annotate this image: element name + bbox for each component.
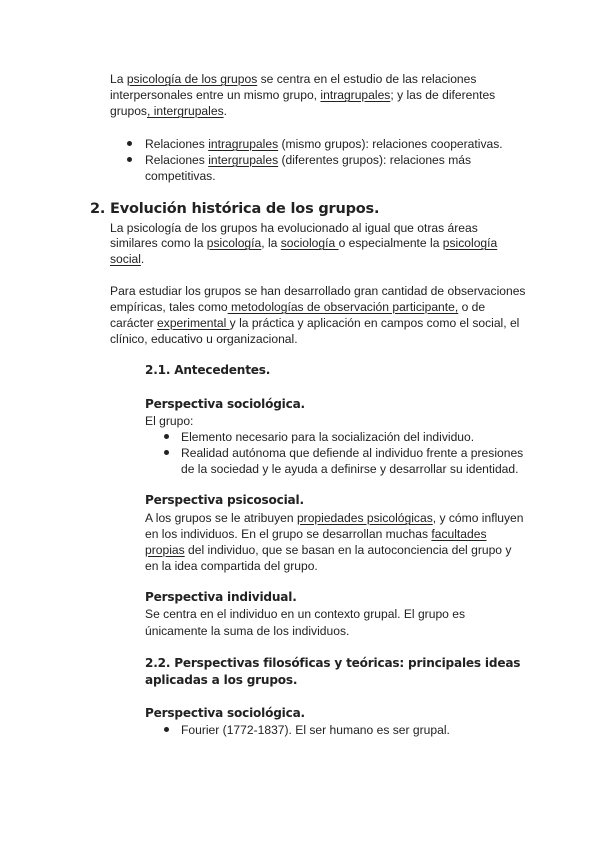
s2-p1-line-2: similares como la psicología, la sociología o especialmente la psicología	[110, 236, 498, 250]
link-sociologia[interactable]: sociología	[280, 236, 339, 250]
link-experimental[interactable]: experimental	[157, 316, 230, 330]
link-intergrupales-2[interactable]: intergrupales	[208, 153, 279, 167]
intro-line-3: grupos, intergrupales.	[110, 104, 227, 118]
bullet-dot	[164, 727, 169, 732]
s2-p2-line-3: carácter experimental y la práctica y aplicación en campos como el social, el	[110, 316, 520, 330]
el-grupo-label: El grupo:	[145, 414, 194, 428]
link-intergrupales[interactable]: , intergrupales	[146, 104, 224, 118]
bullet-dot	[164, 434, 169, 439]
fourier-bullet: Fourier (1772-1837). El ser humano es ser grupal.	[181, 723, 450, 737]
link-psicologia[interactable]: psicología	[206, 236, 262, 250]
section-number: 2.	[90, 201, 106, 217]
psi-line-3: propias del individuo, que se basan en la autoconciencia del grupo y	[145, 543, 512, 557]
link-intragrupales-2[interactable]: intragrupales	[208, 137, 279, 151]
s2-p1-line-3: social.	[110, 252, 145, 266]
perspectiva-sociologica-2-title: Perspectiva sociológica.	[145, 706, 305, 720]
s2-p2-line-1: Para estudiar los grupos se han desarrollado gran cantidad de observaciones	[110, 284, 526, 298]
s2-p2-line-4: clínico, educativo u organizacional.	[110, 332, 298, 346]
soc-bullet-2-line-2: de la sociedad y le ayuda a definirse y desarrollar su identidad.	[181, 462, 519, 476]
link-psicologia-grupos[interactable]: psicología de los grupos	[126, 72, 258, 86]
link-facultades[interactable]: facultades	[431, 527, 487, 541]
subsection-2-2-title-line-2: aplicadas a los grupos.	[145, 673, 298, 687]
perspectiva-sociologica-title: Perspectiva sociológica.	[145, 397, 305, 411]
psi-line-4: en la idea compartida del grupo.	[145, 559, 318, 573]
perspectiva-psicosocial-title: Perspectiva psicosocial.	[145, 493, 304, 507]
link-social[interactable]: social	[110, 252, 141, 266]
s2-p1-line-1: La psicología de los grupos ha evolucionado al igual que otras áreas	[110, 221, 478, 235]
link-psicologia-social[interactable]: psicología	[442, 236, 498, 250]
bullet-intergrupales: Relaciones intergrupales (diferentes grupos): relaciones más	[145, 153, 472, 167]
soc-bullet-1: Elemento necesario para la socialización del individuo.	[181, 430, 475, 444]
ind-line-1: Se centra en el individuo en un contexto grupal. El grupo es	[145, 607, 466, 621]
subsection-2-1-title: 2.1. Antecedentes.	[145, 363, 271, 377]
link-intragrupales[interactable]: intragrupales	[320, 88, 391, 102]
s2-p2-line-2: empíricas, tales como metodologías de observación participante, o de	[110, 300, 486, 314]
bullet-intragrupales: Relaciones intragrupales (mismo grupos): relaciones cooperativas.	[145, 137, 503, 151]
intro-line-2: interpersonales entre un mismo grupo, intragrupales; y las de diferentes	[110, 88, 496, 102]
link-propiedades-psicologicas[interactable]: propiedades psicológicas	[296, 511, 433, 525]
perspectiva-individual-title: Perspectiva individual.	[145, 590, 297, 604]
link-propias[interactable]: propias	[145, 543, 185, 557]
bullet-dot	[127, 157, 132, 162]
bullet-intergrupales-cont: competitivas.	[145, 169, 216, 183]
intro-line-1: La psicología de los grupos se centra en el estudio de las relaciones	[110, 72, 477, 86]
section-title: Evolución histórica de los grupos.	[110, 201, 380, 217]
ind-line-2: únicamente la suma de los individuos.	[145, 624, 350, 638]
bullet-dot	[164, 450, 169, 455]
bullet-dot	[127, 141, 132, 146]
link-metodologias[interactable]: metodologías de observación participante,	[227, 300, 459, 314]
psi-line-2: en los individuos. En el grupo se desarrollan muchas facultades	[145, 527, 487, 541]
subsection-2-2-title-line-1: 2.2. Perspectivas filosóficas y teóricas: principales ideas	[145, 656, 521, 670]
psi-line-1: A los grupos se le atribuyen propiedades psicológicas, y cómo influyen	[145, 511, 524, 525]
soc-bullet-2-line-1: Realidad autónoma que defiende al individuo frente a presiones	[181, 446, 524, 460]
